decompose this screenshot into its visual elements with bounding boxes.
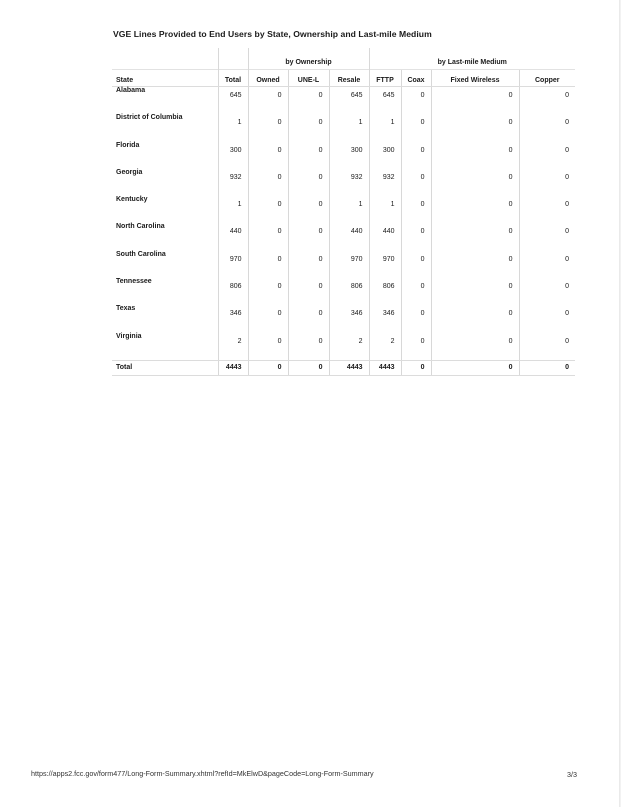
state-cell: Alabama bbox=[116, 87, 146, 94]
table-row bbox=[112, 196, 575, 223]
col-header-state: State bbox=[112, 70, 218, 87]
table-row bbox=[112, 114, 575, 141]
fixed-wireless-cell: 0 bbox=[431, 251, 519, 278]
total-row bbox=[112, 360, 575, 375]
fixed-wireless-cell: 0 bbox=[431, 142, 519, 169]
fttp-cell: 645 bbox=[369, 87, 401, 115]
resale-cell: 1 bbox=[329, 196, 369, 223]
column-header-row bbox=[112, 70, 575, 87]
copper-cell: 0 bbox=[519, 114, 575, 141]
owned-cell: 0 bbox=[248, 223, 288, 250]
une-l-cell: 0 bbox=[288, 87, 329, 115]
total-cell: 1 bbox=[218, 196, 248, 223]
resale-cell: 806 bbox=[329, 278, 369, 305]
total-cell: 970 bbox=[218, 251, 248, 278]
fixed-wireless-cell: 0 bbox=[431, 169, 519, 196]
copper-cell: 0 bbox=[519, 223, 575, 250]
group-ownership: by Ownership bbox=[248, 48, 369, 70]
table-row bbox=[112, 278, 575, 305]
group-blank bbox=[112, 48, 218, 70]
resale-cell: 932 bbox=[329, 169, 369, 196]
une-l-cell: 0 bbox=[288, 142, 329, 169]
state-cell: Tennessee bbox=[116, 278, 152, 286]
table-row bbox=[112, 305, 575, 332]
total-cell: 440 bbox=[218, 223, 248, 250]
une-l-cell: 0 bbox=[288, 223, 329, 250]
owned-cell: 0 bbox=[248, 305, 288, 332]
total-coax-cell: 0 bbox=[401, 360, 431, 375]
page-number: 3/3 bbox=[567, 770, 577, 779]
total-total-cell: 4443 bbox=[218, 360, 248, 375]
owned-cell: 0 bbox=[248, 196, 288, 223]
fttp-cell: 346 bbox=[369, 305, 401, 332]
fixed-wireless-cell: 0 bbox=[431, 278, 519, 305]
state-cell: North Carolina bbox=[116, 223, 165, 231]
resale-cell: 1 bbox=[329, 114, 369, 141]
resale-cell: 346 bbox=[329, 305, 369, 332]
total-cell: 300 bbox=[218, 142, 248, 169]
owned-cell: 0 bbox=[248, 333, 288, 361]
total-resale-cell: 4443 bbox=[329, 360, 369, 375]
fttp-cell: 932 bbox=[369, 169, 401, 196]
total-owned-cell: 0 bbox=[248, 360, 288, 375]
col-header-owned: Owned bbox=[248, 70, 288, 87]
group-last-mile-medium: by Last-mile Medium bbox=[369, 48, 575, 70]
total-fttp-cell: 4443 bbox=[369, 360, 401, 375]
copper-cell: 0 bbox=[519, 333, 575, 361]
coax-cell: 0 bbox=[401, 169, 431, 196]
state-cell: South Carolina bbox=[116, 250, 166, 258]
table-row bbox=[112, 87, 575, 115]
copper-cell: 0 bbox=[519, 87, 575, 115]
fixed-wireless-cell: 0 bbox=[431, 333, 519, 361]
group-blank-total bbox=[218, 48, 248, 70]
copper-cell: 0 bbox=[519, 305, 575, 332]
table-row bbox=[112, 223, 575, 250]
une-l-cell: 0 bbox=[288, 169, 329, 196]
vge-lines-table bbox=[112, 48, 575, 376]
fixed-wireless-cell: 0 bbox=[431, 196, 519, 223]
total-label: Total bbox=[112, 360, 218, 375]
fttp-cell: 300 bbox=[369, 142, 401, 169]
owned-cell: 0 bbox=[248, 87, 288, 115]
state-cell: District of Columbia bbox=[116, 114, 183, 122]
report-title: VGE Lines Provided to End Users by State, Ownership and Last-mile Medium bbox=[113, 29, 432, 39]
resale-cell: 970 bbox=[329, 251, 369, 278]
footer-url: https://apps2.fcc.gov/form477/Long-Form-Summary.xhtml?refId=MkElwD&pageCode=Long-Form-Summary bbox=[31, 769, 374, 778]
coax-cell: 0 bbox=[401, 223, 431, 250]
fixed-wireless-cell: 0 bbox=[431, 87, 519, 115]
col-header-une-l: UNE-L bbox=[288, 70, 329, 87]
total-fixed-wireless-cell: 0 bbox=[431, 360, 519, 375]
col-header-coax: Coax bbox=[401, 70, 431, 87]
state-cell: Florida bbox=[116, 141, 140, 149]
coax-cell: 0 bbox=[401, 114, 431, 141]
owned-cell: 0 bbox=[248, 251, 288, 278]
une-l-cell: 0 bbox=[288, 333, 329, 361]
table-row bbox=[112, 169, 575, 196]
state-cell: Georgia bbox=[116, 168, 143, 176]
une-l-cell: 0 bbox=[288, 305, 329, 332]
resale-cell: 2 bbox=[329, 333, 369, 361]
fixed-wireless-cell: 0 bbox=[431, 223, 519, 250]
col-header-copper: Copper bbox=[519, 70, 575, 87]
total-une-l-cell: 0 bbox=[288, 360, 329, 375]
coax-cell: 0 bbox=[401, 251, 431, 278]
total-cell: 346 bbox=[218, 305, 248, 332]
page-edge bbox=[619, 0, 621, 807]
fttp-cell: 970 bbox=[369, 251, 401, 278]
coax-cell: 0 bbox=[401, 278, 431, 305]
state-cell: Kentucky bbox=[116, 196, 148, 204]
fttp-cell: 2 bbox=[369, 333, 401, 361]
une-l-cell: 0 bbox=[288, 251, 329, 278]
col-header-total: Total bbox=[218, 70, 248, 87]
fttp-cell: 440 bbox=[369, 223, 401, 250]
fttp-cell: 1 bbox=[369, 114, 401, 141]
total-cell: 932 bbox=[218, 169, 248, 196]
coax-cell: 0 bbox=[401, 196, 431, 223]
copper-cell: 0 bbox=[519, 169, 575, 196]
fixed-wireless-cell: 0 bbox=[431, 305, 519, 332]
coax-cell: 0 bbox=[401, 142, 431, 169]
owned-cell: 0 bbox=[248, 278, 288, 305]
owned-cell: 0 bbox=[248, 169, 288, 196]
une-l-cell: 0 bbox=[288, 196, 329, 223]
owned-cell: 0 bbox=[248, 142, 288, 169]
une-l-cell: 0 bbox=[288, 278, 329, 305]
total-cell: 806 bbox=[218, 278, 248, 305]
coax-cell: 0 bbox=[401, 87, 431, 115]
state-cell: Virginia bbox=[112, 333, 218, 361]
coax-cell: 0 bbox=[401, 305, 431, 332]
fttp-cell: 1 bbox=[369, 196, 401, 223]
state-cell: Texas bbox=[116, 305, 136, 313]
table-row bbox=[112, 333, 575, 361]
total-cell: 2 bbox=[218, 333, 248, 361]
total-cell: 645 bbox=[218, 87, 248, 115]
resale-cell: 300 bbox=[329, 142, 369, 169]
copper-cell: 0 bbox=[519, 251, 575, 278]
total-copper-cell: 0 bbox=[519, 360, 575, 375]
table-row bbox=[112, 251, 575, 278]
table-row bbox=[112, 142, 575, 169]
resale-cell: 440 bbox=[329, 223, 369, 250]
coax-cell: 0 bbox=[401, 333, 431, 361]
col-header-fttp: FTTP bbox=[369, 70, 401, 87]
col-header-resale: Resale bbox=[329, 70, 369, 87]
resale-cell: 645 bbox=[329, 87, 369, 115]
copper-cell: 0 bbox=[519, 196, 575, 223]
copper-cell: 0 bbox=[519, 142, 575, 169]
total-cell: 1 bbox=[218, 114, 248, 141]
owned-cell: 0 bbox=[248, 114, 288, 141]
fttp-cell: 806 bbox=[369, 278, 401, 305]
copper-cell: 0 bbox=[519, 278, 575, 305]
col-header-fixed-wireless: Fixed Wireless bbox=[431, 70, 519, 87]
fixed-wireless-cell: 0 bbox=[431, 114, 519, 141]
une-l-cell: 0 bbox=[288, 114, 329, 141]
